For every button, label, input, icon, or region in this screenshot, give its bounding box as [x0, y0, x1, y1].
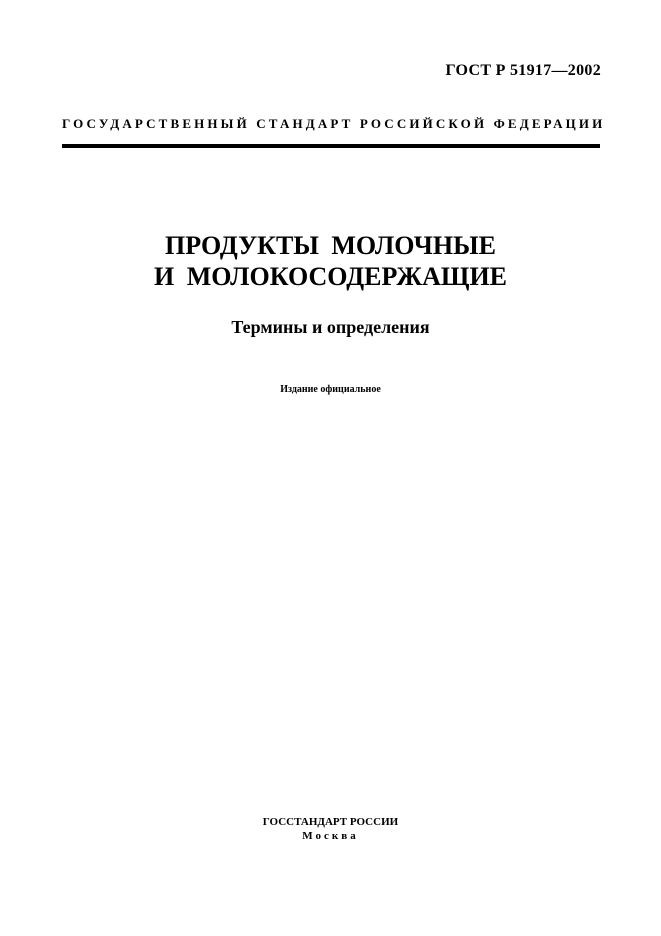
document-title-line-1: ПРОДУКТЫ МОЛОЧНЫЕ: [165, 231, 496, 260]
header-divider: [62, 144, 600, 148]
document-number: ГОСТ Р 51917—2002: [445, 62, 601, 79]
document-title: [0, 230, 661, 292]
publisher-city: Москва: [302, 830, 359, 842]
publisher-name: ГОССТАНДАРТ РОССИИ: [262, 816, 399, 828]
standard-type-heading: ГОСУДАРСТВЕННЫЙ СТАНДАРТ РОССИЙСКОЙ ФЕДЕРАЦИИ: [62, 116, 606, 131]
publisher-block: [0, 815, 661, 843]
document-title-line-2: И МОЛОКОСОДЕРЖАЩИЕ: [153, 262, 508, 291]
edition-label: Издание официальное: [280, 384, 381, 395]
document-subtitle: Термины и определения: [231, 317, 430, 337]
